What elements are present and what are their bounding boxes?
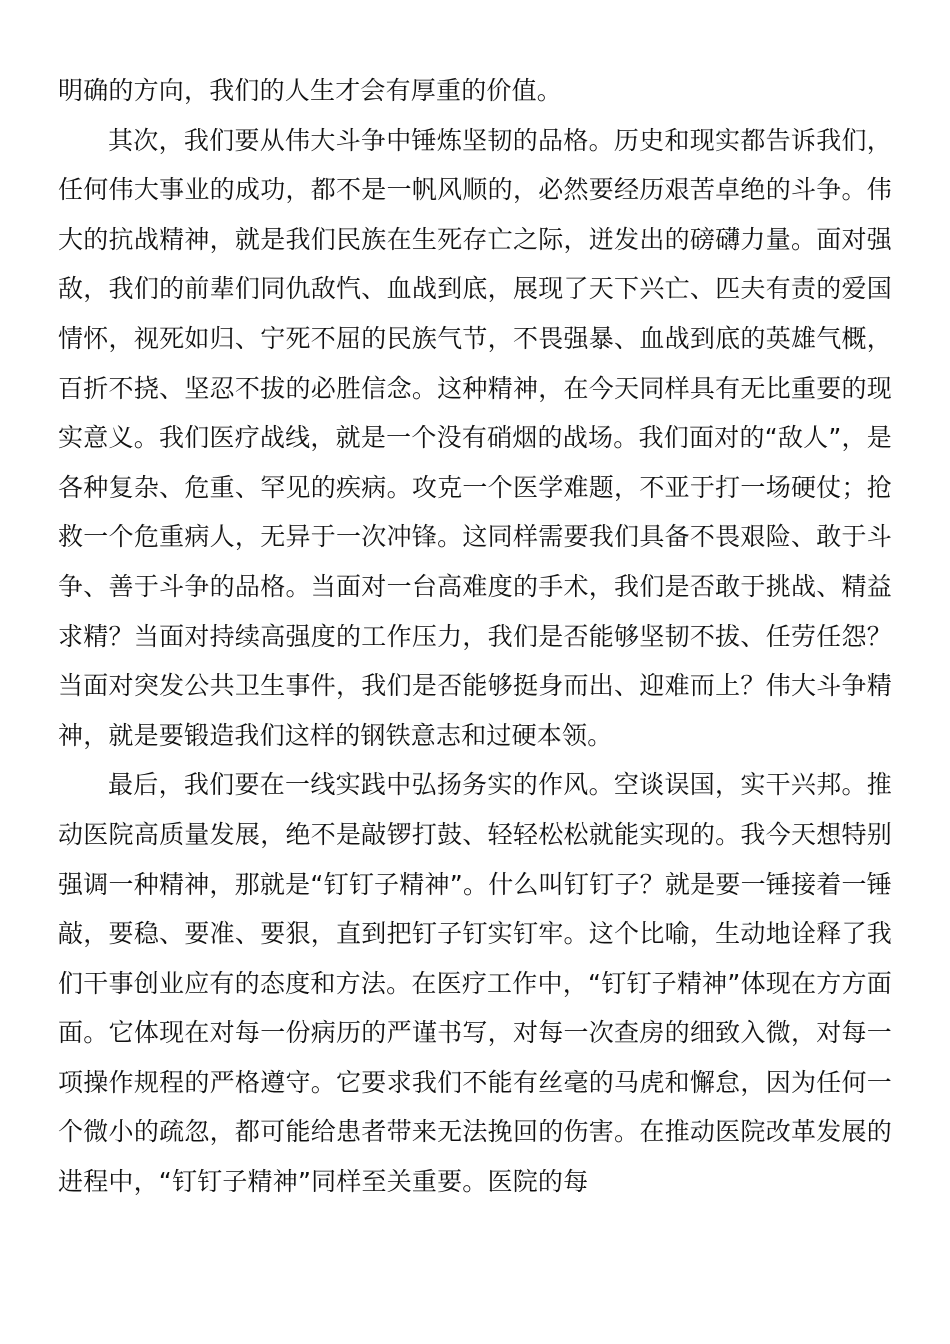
paragraph-practice: 最后，我们要在一线实践中弘扬务实的作风。空谈误国，实干兴邦。推动医院高质量发展，绝不是敲锣打鼓、轻轻松松就能实现的。我今天想特别强调一种精神，那就是“钉钉子精神”。什么叫钉钉子？就是要一锤接着一锤敲，要稳、要准、要狠，直到把钉子钉实钉牢。这个比喻，生动地诠释了我们干事创业应有的态度和方法。在医疗工作中，“钉钉子精神”体现在方方面面。它体现在对每一份病历的严谨书写，对每一次查房的细致入微，对每一项操作规程的严格遵守。它要求我们不能有丝毫的马虎和懈怠，因为任何一个微小的疏忽，都可能给患者带来无法挽回的伤害。在推动医院改革发展的进程中，“钉钉子精神”同样至关重要。医院的每 (58, 770, 892, 1197)
paragraph-struggle: 其次，我们要从伟大斗争中锤炼坚韧的品格。历史和现实都告诉我们，任何伟大事业的成功，都不是一帆风顺的，必然要经历艰苦卓绝的斗争。伟大的抗战精神，就是我们民族在生死存亡之际，迸发出的磅礴力量。面对强敌，我们的前辈们同仇敌忾、血战到底，展现了天下兴亡、匹夫有责的爱国情怀，视死如归、宁死不屈的民族气节，不畏强暴、血战到底的英雄气概，百折不挠、坚忍不拔的必胜信念。这种精神，在今天同样具有无比重要的现实意义。我们医疗战线，就是一个没有硝烟的战场。我们面对的“敌人”，是各种复杂、危重、罕见的疾病。攻克一个医学难题，不亚于打一场硬仗；抢救一个危重病人，无异于一次冲锋。这同样需要我们具备不畏艰险、敢于斗争、善于斗争的品格。当面对一台高难度的手术，我们是否敢于挑战、精益求精？当面对持续高强度的工作压力，我们是否能够坚韧不拔、任劳任怨？当面对突发公共卫生事件，我们是否能够挺身而出、迎难而上？伟大斗争精神，就是要锻造我们这样的钢铁意志和过硬本领。 (58, 125, 892, 750)
body-text (58, 66, 892, 1207)
paragraph-continuation: 明确的方向，我们的人生才会有厚重的价值。 (58, 76, 563, 105)
